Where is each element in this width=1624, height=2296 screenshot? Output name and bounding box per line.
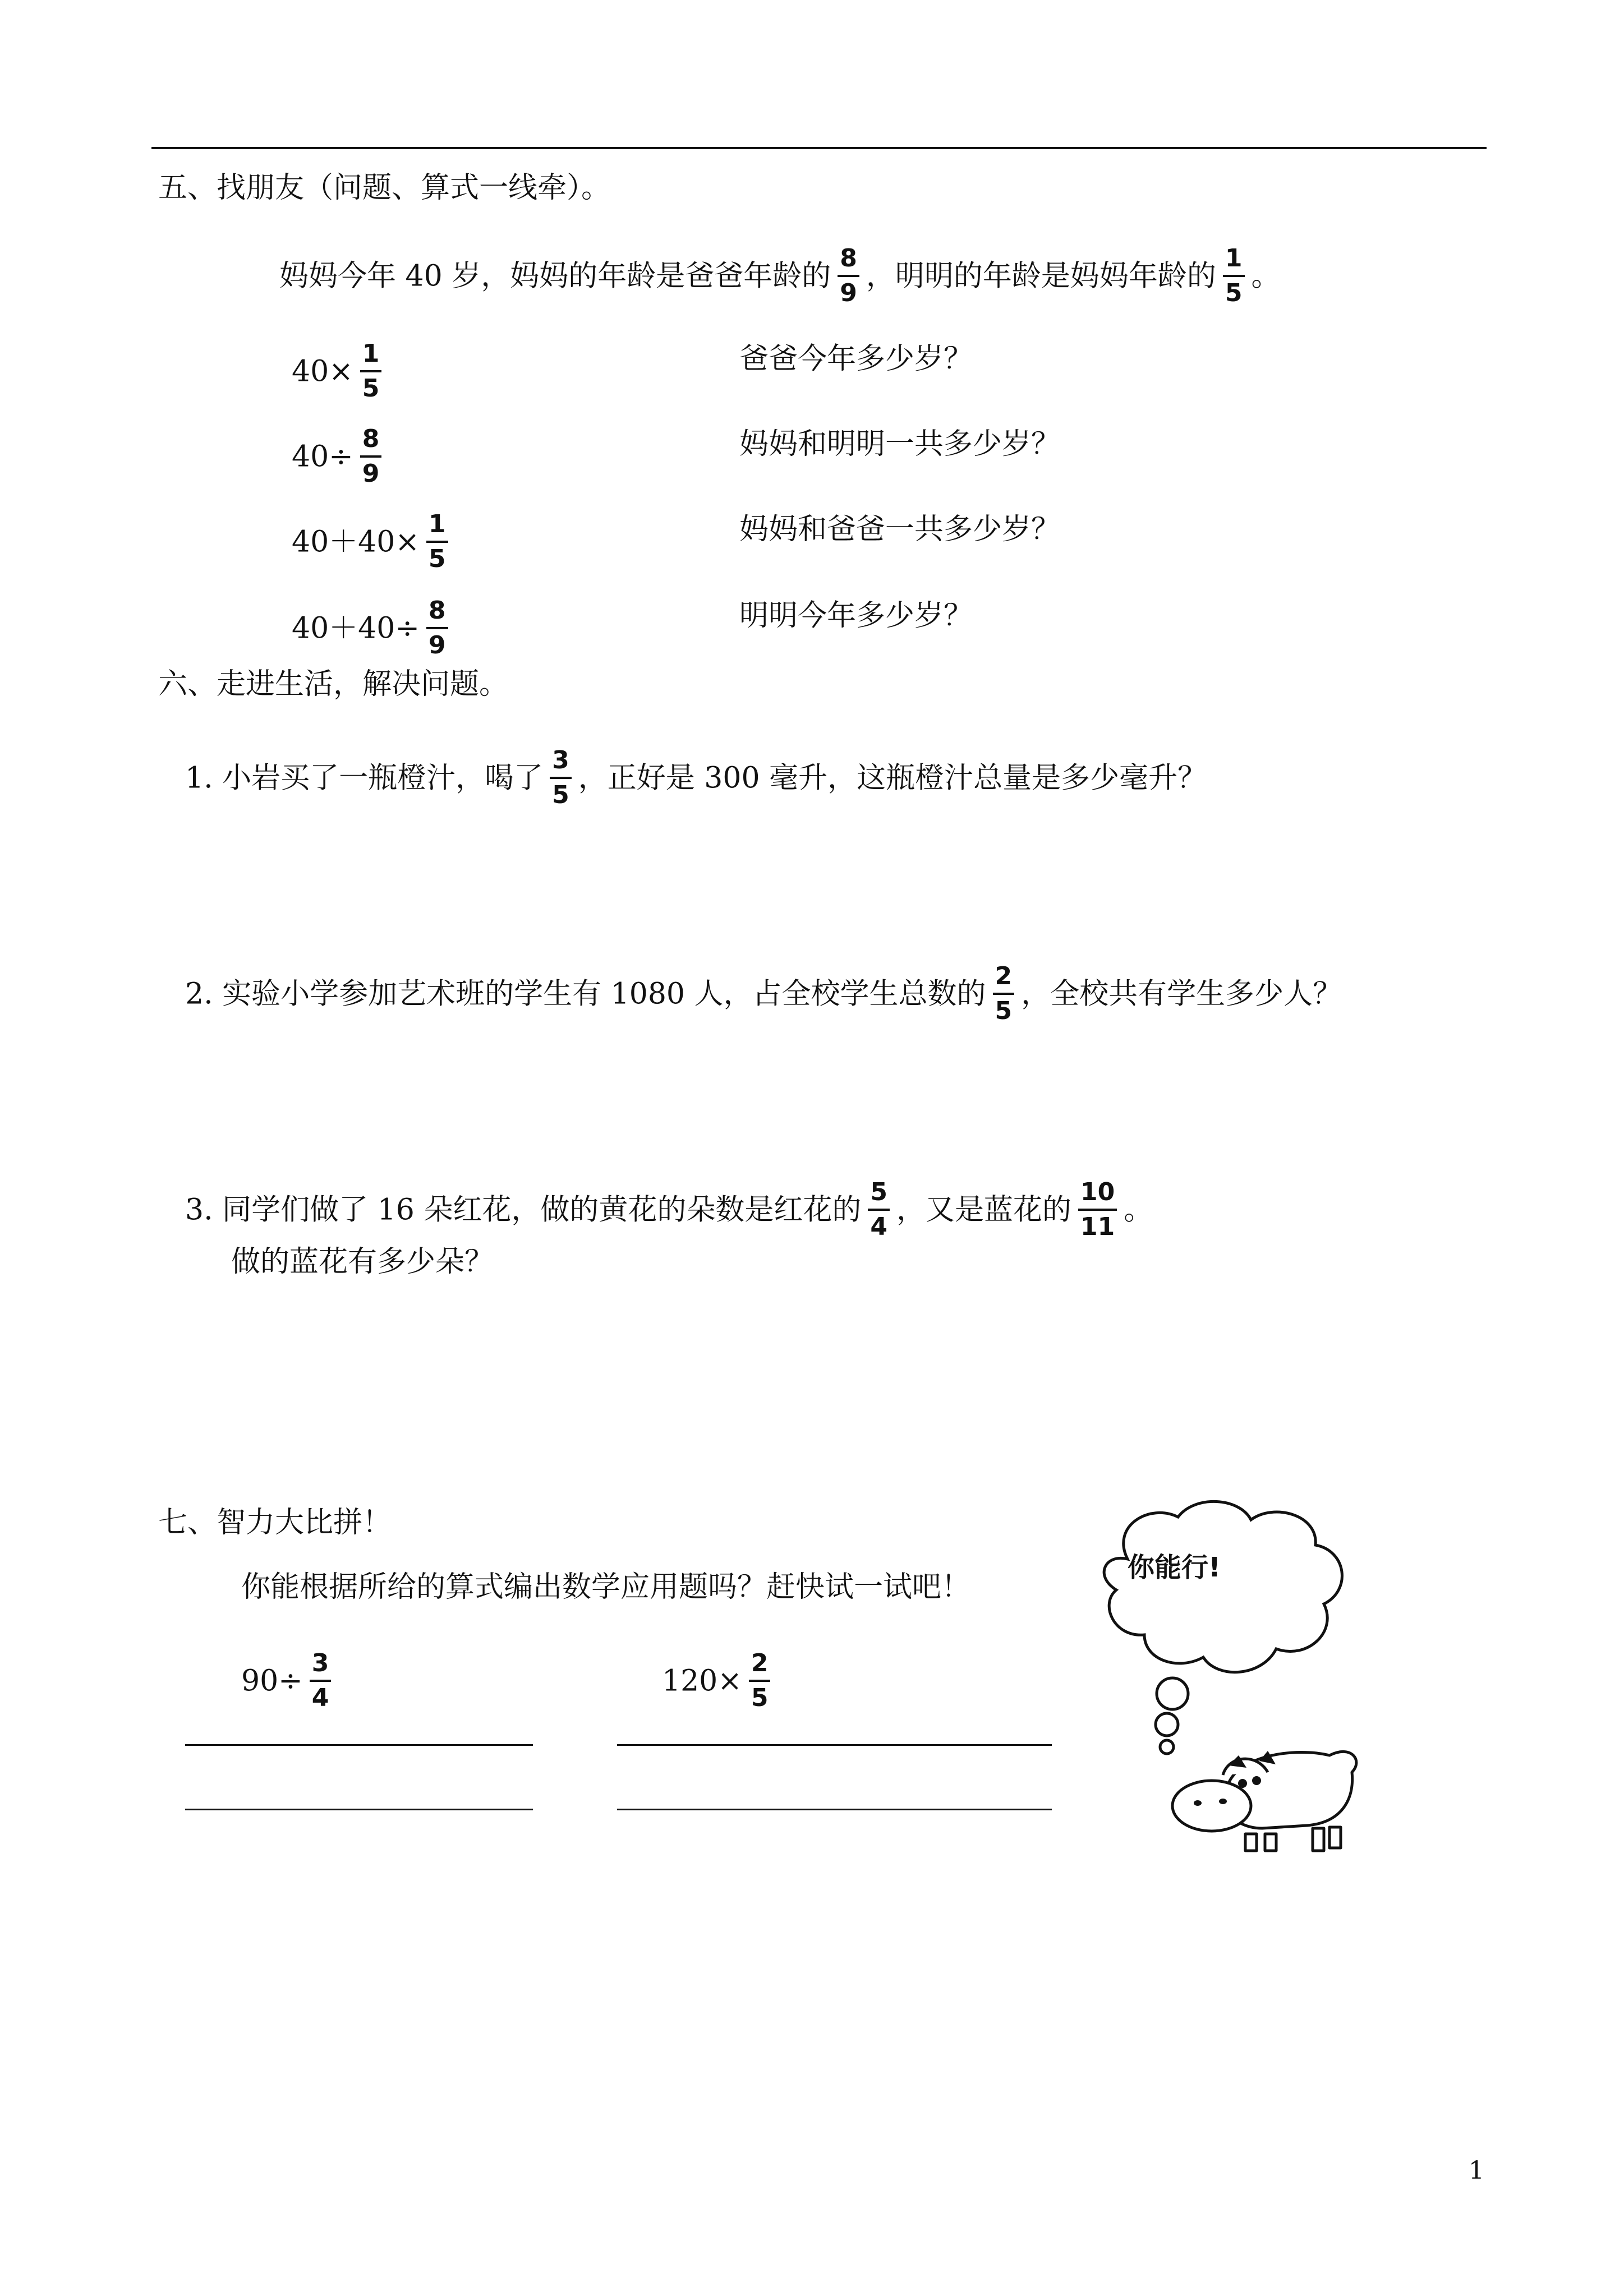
answer-line-1a[interactable] (185, 1744, 533, 1746)
hippo-thought-bubble-illustration (1060, 1492, 1408, 1884)
question-3[interactable]: 妈妈和爸爸一共多少岁？ (739, 513, 1061, 546)
answer-line-1b[interactable] (185, 1809, 533, 1810)
problem-2: 2. 实验小学参加艺术班的学生有 1080 人，占全校学生总数的 $\frac{2}{5}$ ，全校共有学生多少人？ (185, 962, 1342, 1025)
given-expression-2: 120× $\frac{2}{5}$ (662, 1652, 777, 1714)
question-2[interactable]: 妈妈和明明一共多少岁？ (739, 427, 1061, 461)
problem-3-line2: 做的蓝花有多少朵？ (231, 1245, 494, 1279)
answer-line-2b[interactable] (617, 1809, 1052, 1810)
header-rule (151, 147, 1487, 149)
expression-1[interactable]: 40× $\frac{1}{5}$ (292, 342, 388, 405)
section5-intro: 妈妈今年 40 岁，妈妈的年龄是爸爸年龄的 $\frac{8}{9}$ ，明明的年龄是妈妈年龄的 $\frac{1}{5}$ 。 (279, 244, 1281, 307)
section6-heading: 六、走进生活，解决问题。 (158, 667, 509, 701)
question-1[interactable]: 爸爸今年多少岁？ (739, 342, 973, 376)
bubble-text: 你能行! (1128, 1552, 1221, 1583)
problem-3: 3. 同学们做了 16 朵红花，做的黄花的朵数是红花的 $\frac{5}{4}$ ，又是蓝花的 $\frac{10}{11}$ 。 (185, 1178, 1153, 1241)
question-4[interactable]: 明明今年多少岁？ (739, 599, 973, 633)
section7-intro: 你能根据所给的算式编出数学应用题吗？赶快试一试吧！ (241, 1570, 971, 1604)
fraction: $\frac{8}{9}$ (839, 245, 858, 307)
expression-2[interactable]: 40÷ $\frac{8}{9}$ (292, 427, 388, 490)
answer-line-2a[interactable] (617, 1744, 1052, 1746)
page-number: 1 (1469, 2156, 1484, 2185)
fraction: $\frac{1}{5}$ (1224, 245, 1244, 307)
section5-heading: 五、找朋友（问题、算式一线牵）。 (158, 171, 611, 205)
expression-3[interactable]: 40＋40× $\frac{1}{5}$ (292, 513, 455, 575)
expression-4[interactable]: 40＋40÷ $\frac{8}{9}$ (292, 599, 455, 662)
problem-1: 1. 小岩买了一瓶橙汁，喝了 $\frac{3}{5}$ ，正好是 300 毫升，这瓶橙汁总量是多少毫升？ (185, 746, 1207, 809)
given-expression-1: 90÷ $\frac{3}{4}$ (241, 1652, 338, 1714)
section7-heading: 七、智力大比拼！ (158, 1506, 392, 1539)
